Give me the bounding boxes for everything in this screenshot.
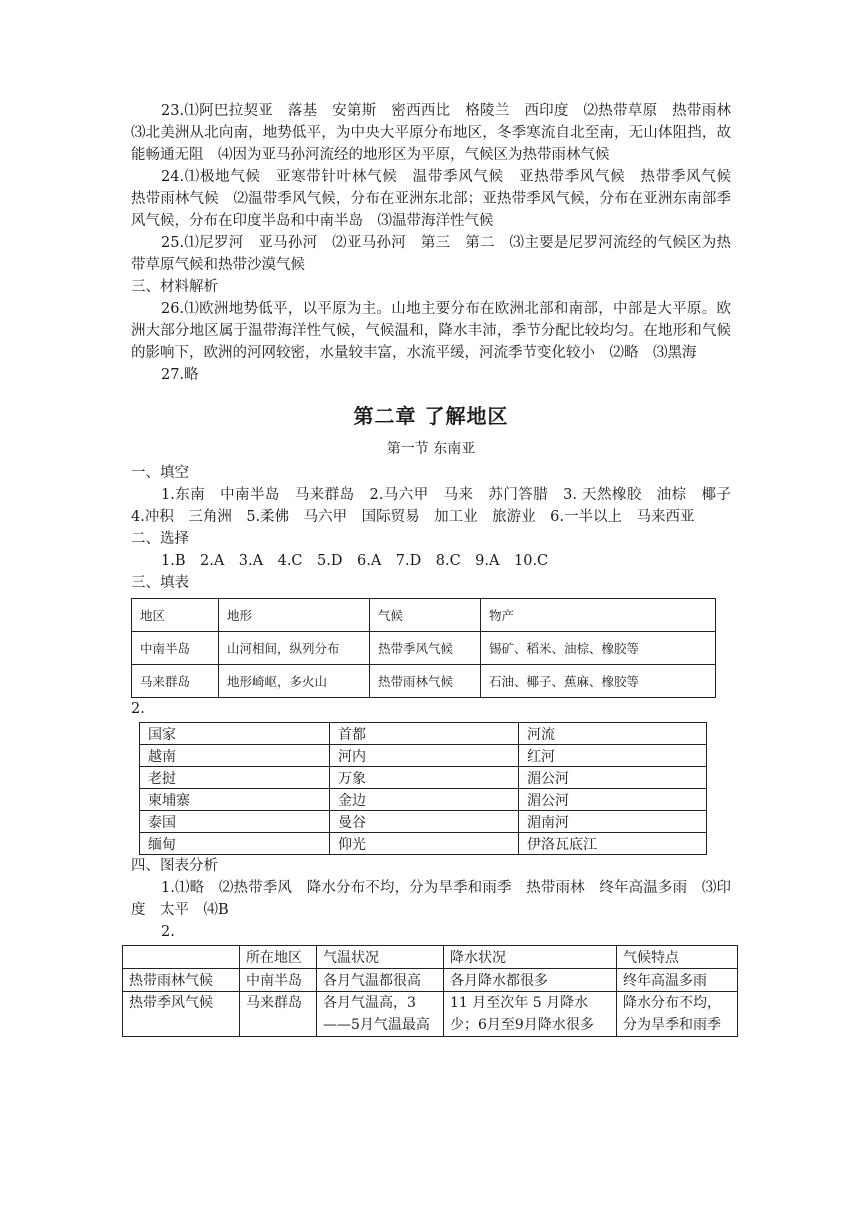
table-row [132, 665, 716, 698]
table-cell: 各月气温高，3——5月气温最高 [317, 992, 444, 1037]
table-cell: 马来群岛 [240, 992, 317, 1037]
table-cell: 锡矿、稻米、油棕、橡胶等 [481, 632, 716, 665]
section-title: 第一节 东南亚 [386, 441, 476, 457]
table3-label: 2. [161, 924, 175, 940]
table-row [132, 632, 716, 665]
table-cell: 石油、椰子、蕉麻、橡胶等 [481, 665, 716, 698]
table-cell: 越南 [140, 745, 330, 767]
part-heading-chart: 四、图表分析 [131, 858, 218, 874]
table-cell: 万象 [330, 767, 519, 789]
answer-24: 24.⑴极地气候 亚寒带针叶林气候 温带季风气候 亚热带季风气候 热带季风气候 热带雨林气候 ⑵温带季风气候，分布在亚洲东北部；亚热带季风气候，分布在亚洲东南部季风气候，分布在印度半岛和中南半岛 ⑶温带海洋性气候 [131, 169, 746, 229]
table-cell: 河内 [330, 745, 519, 767]
answer-23: 23.⑴阿巴拉契亚 落基 安第斯 密西西比 格陵兰 西印度 ⑵热带草原 热带雨林 ⑶北美洲从北向南，地势低平，为中央大平原分布地区，冬季寒流自北至南，无山体阻挡，故能畅通无阻 ⑷因为亚马孙河流经的地形区为平原，气候区为热带雨林气候 [131, 103, 746, 163]
table-cell: 热带雨林气候 [123, 969, 240, 992]
table-cell: 气候特点 [617, 946, 738, 969]
table-cell: 泰国 [140, 811, 330, 833]
table-row [140, 767, 707, 789]
answer-26: 26.⑴欧洲地势低平，以平原为主。山地主要分布在欧洲北部和南部，中部是大平原。欧洲大部分地区属于温带海洋性气候，气候温和，降水丰沛，季节分配比较均匀。在地形和气候的影响下，欧洲的河网较密，水量较丰富，水流平缓，河流季节变化较小 ⑵略 ⑶黑海 [131, 301, 731, 361]
table-cell: 柬埔寨 [140, 789, 330, 811]
section-heading-material: 三、材料解析 [131, 279, 218, 295]
table-cell: 气候 [370, 599, 481, 632]
table-cell: 所在地区 [240, 946, 317, 969]
table-cell: 气温状况 [317, 946, 444, 969]
table-header-row [123, 946, 738, 969]
table-cell: 中南半岛 [132, 632, 219, 665]
table-cell: 降水状况 [444, 946, 617, 969]
table-cell: 山河相间，纵列分布 [219, 632, 370, 665]
table-cell: 首都 [330, 723, 519, 745]
climate-table [122, 945, 738, 1037]
table-header-row [140, 723, 707, 745]
region-table [131, 598, 716, 698]
table-row [123, 992, 738, 1037]
table-cell: 物产 [481, 599, 716, 632]
part-heading-choice: 二、选择 [131, 531, 189, 547]
table-cell: 各月气温都很高 [317, 969, 444, 992]
table-cell: 地形崎岖，多火山 [219, 665, 370, 698]
table-cell: 国家 [140, 723, 330, 745]
table-cell: 马来群岛 [132, 665, 219, 698]
table-cell: 热带季风气候 [123, 992, 240, 1037]
table-cell: 各月降水都很多 [444, 969, 617, 992]
table-cell: 伊洛瓦底江 [519, 833, 707, 855]
answer-25: 25.⑴尼罗河 亚马孙河 ⑵亚马孙河 第三 第二 ⑶主要是尼罗河流经的气候区为热带草原气候和热带沙漠气候 [131, 235, 731, 273]
table-row [123, 969, 738, 992]
table-cell: 仰光 [330, 833, 519, 855]
chart-answers: 1.⑴略 ⑵热带季风 降水分布不均，分为旱季和雨季 热带雨林 终年高温多雨 ⑶印度 太平 ⑷B [131, 880, 731, 918]
table-cell: 缅甸 [140, 833, 330, 855]
document-page [129, 100, 746, 1037]
table-cell: 湄南河 [519, 811, 707, 833]
chapter-title: 第二章 了解地区 [353, 404, 509, 428]
table-row [140, 789, 707, 811]
table-cell: 11 月至次年 5 月降水少；6月至9月降水很多 [444, 992, 617, 1037]
table-cell: 地区 [132, 599, 219, 632]
table-cell: 中南半岛 [240, 969, 317, 992]
table-cell [123, 946, 240, 969]
table-cell: 曼谷 [330, 811, 519, 833]
table-cell: 湄公河 [519, 789, 707, 811]
table-header-row [132, 599, 716, 632]
table-row [140, 745, 707, 767]
choice-answers: 1.B 2.A 3.A 4.C 5.D 6.A 7.D 8.C 9.A 10.C [161, 553, 549, 569]
table-row [140, 811, 707, 833]
table-cell: 热带季风气候 [370, 632, 481, 665]
table2-label: 2. [131, 701, 145, 717]
table-cell: 红河 [519, 745, 707, 767]
table-cell: 热带雨林气候 [370, 665, 481, 698]
country-table [139, 722, 707, 855]
answer-27: 27.略 [161, 367, 199, 383]
table-cell: 地形 [219, 599, 370, 632]
table-row [140, 833, 707, 855]
part-heading-table: 三、填表 [131, 575, 189, 591]
table-cell: 降水分布不均，分为旱季和雨季 [617, 992, 738, 1037]
fill-answers: 1.东南 中南半岛 马来群岛 2.马六甲 马来 苏门答腊 3. 天然橡胶 油棕 椰子 4.冲积 三角洲 5.柔佛 马六甲 国际贸易 加工业 旅游业 6.一半以上 马来西亚 [131, 487, 746, 525]
table-cell: 河流 [519, 723, 707, 745]
part-heading-fill: 一、填空 [131, 465, 189, 481]
table-cell: 老挝 [140, 767, 330, 789]
table-cell: 金边 [330, 789, 519, 811]
table-cell: 湄公河 [519, 767, 707, 789]
table-cell: 终年高温多雨 [617, 969, 738, 992]
